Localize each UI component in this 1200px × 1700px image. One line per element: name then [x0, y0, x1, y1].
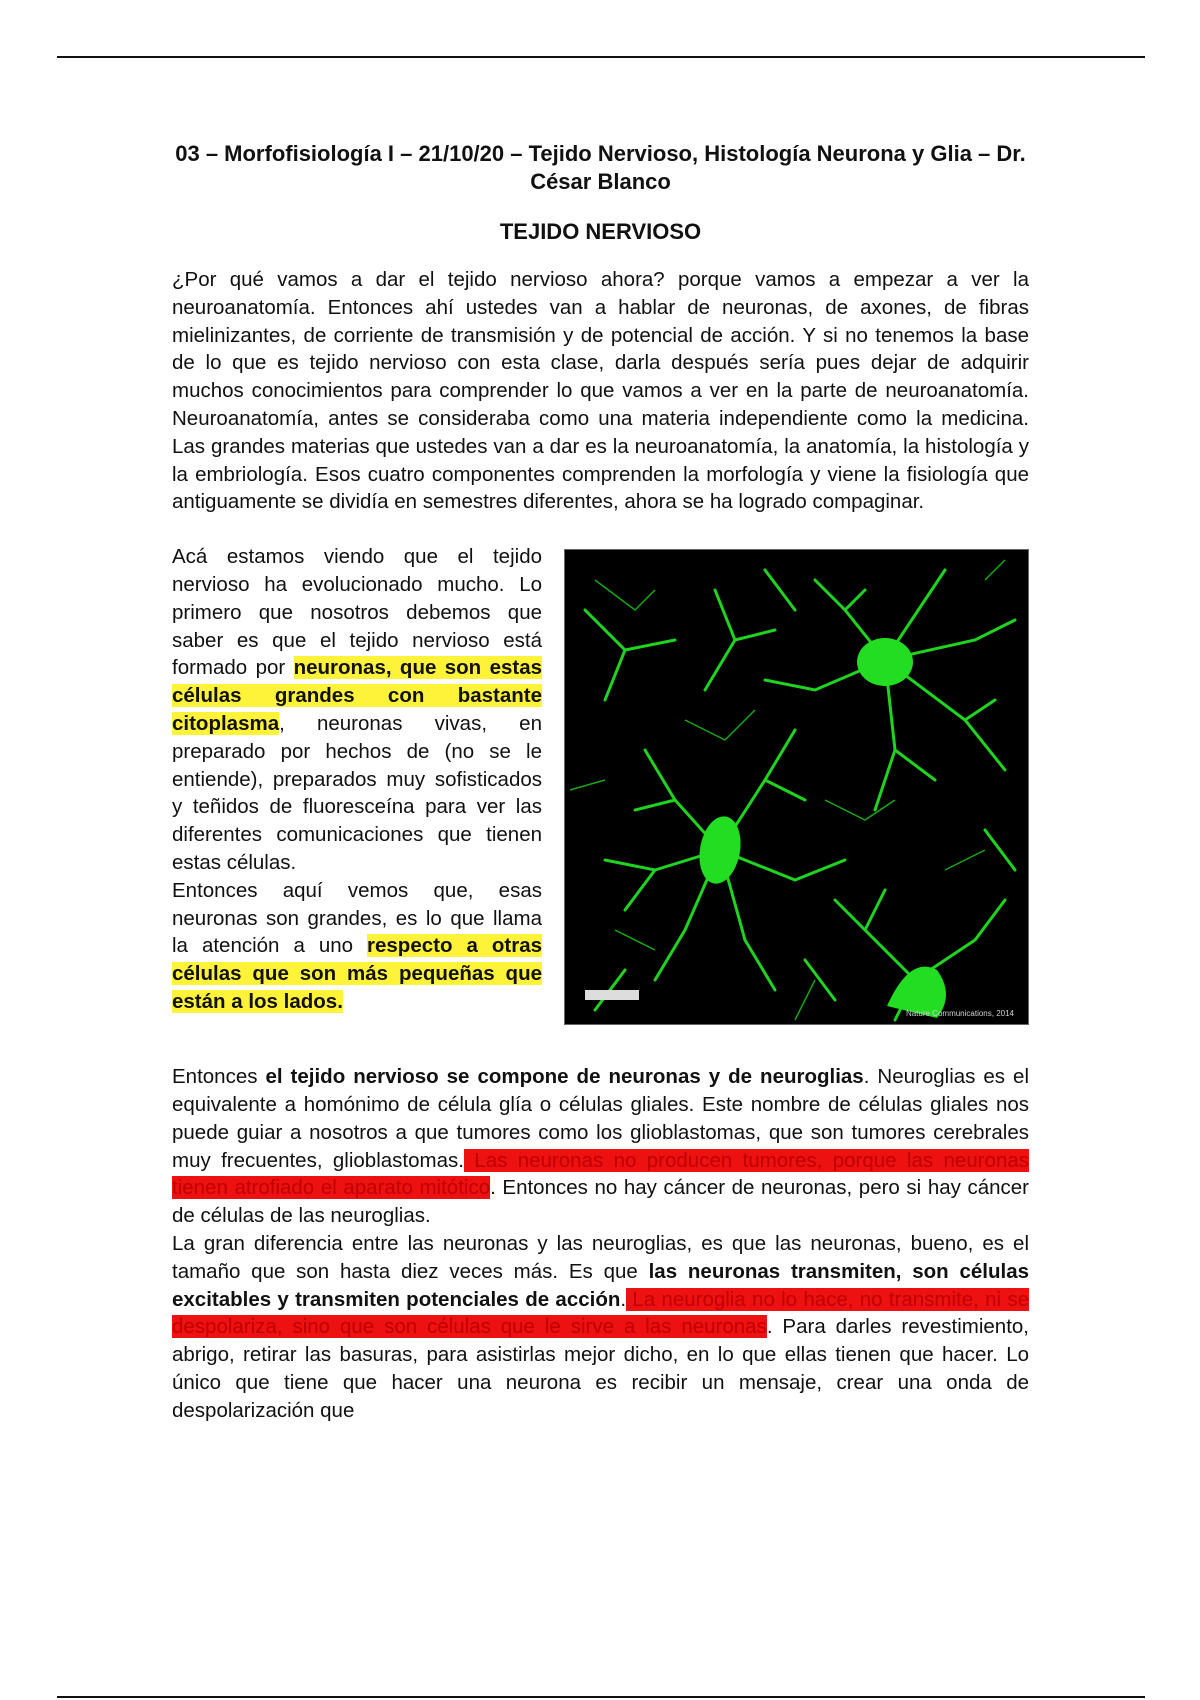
composition-text-a1: Entonces — [172, 1065, 266, 1089]
neurons-text-a: Acá estamos viendo que el tejido nervioso ha evolucionado mucho. Lo primero que nosotros debemos que saber es que el tejido nervioso está formado por — [172, 545, 542, 680]
highlight-neurons: neuronas, que son estas células grandes con bastante citoplasma — [172, 656, 543, 735]
highlight-neuroglia: La neuroglia no lo hace, no transmite, ni se despolariza, sino que son células que le sirve a las neuronas — [172, 1287, 1029, 1339]
difference-text-b3: . Para darles revestimiento, abrigo, retirar las basuras, para asistirlas mejor dicho, en lo que ellas tienen que hacer. Lo único que tiene que hacer una neurona es recibir un mensaje, crear una onda de despolarización que — [172, 1315, 1029, 1422]
left-column-text — [172, 543, 542, 1016]
document-page — [172, 140, 1029, 1425]
size-text-a: Entonces aquí vemos que, esas neuronas son grandes, es lo que llama la atención a uno — [172, 878, 542, 958]
difference-text-b2: . — [620, 1287, 627, 1311]
size-paragraph — [172, 877, 542, 1016]
fluorescence-micrograph — [564, 549, 1029, 1025]
composition-text-a3: . Entonces no hay cáncer de neuronas, pero si hay cáncer de células de las neuroglias. — [172, 1176, 1029, 1228]
composition-bold: el tejido nervioso se compone de neuronas y de neuroglias — [265, 1065, 864, 1089]
neurons-text-b: , neuronas vivas, en preparado por hechos de (no se le entiende), preparados muy sofisticados y teñidos de fluoresceína para ver las diferentes comunicaciones que tienen estas células. — [172, 711, 542, 874]
difference-text-b1: La gran diferencia entre las neuronas y las neuroglias, es que las neuronas, bueno, es el tamaño que son hasta diez veces más. Es que — [172, 1231, 1029, 1283]
top-rule — [57, 56, 1145, 58]
two-column-block — [172, 543, 1029, 1063]
image-credit: Nature Communications, 2014 — [905, 1009, 1014, 1019]
difference-bold: las neuronas transmiten, son células excitables y transmiten potenciales de acción — [172, 1259, 1029, 1311]
section-heading: TEJIDO NERVIOSO — [499, 219, 702, 244]
composition-paragraph — [172, 1063, 1029, 1230]
document-title: 03 – Morfofisiología I – 21/10/20 – Tejido Nervioso, Histología Neurona y Glia – Dr. César Blanco — [175, 141, 1026, 194]
difference-paragraph — [172, 1230, 1029, 1425]
bottom-rule — [57, 1696, 1145, 1698]
composition-text-a2: . Neuroglias es el equivalente a homónimo de célula glía o células gliales. Este nombre de células gliales nos puede guiar a nosotros a que tumores como los glioblastomas, que son tumores cerebrales muy frecuentes, glioblastomas. — [172, 1065, 1029, 1172]
highlight-no-tumors: Las neuronas no producen tumores, porque las neuronas tienen atrofiado el aparato mitótico — [172, 1148, 1030, 1200]
intro-paragraph: ¿Por qué vamos a dar el tejido nervioso ahora? porque vamos a empezar a ver la neuroanatomía. Entonces ahí ustedes van a hablar de neuronas, de axones, de fibras mielinizantes, de corriente de transmisión y de potencial de acción. Y si no tenemos la base de lo que es tejido nervioso con esta clase, darla después sería pues dejar de adquirir muchos conocimientos para comprender lo que vamos a ver en la parte de neuroanatomía. Neuroanatomía, antes se consideraba como una materia independiente como la medicina. Las grandes materias que ustedes van a dar es la neuroanatomía, la anatomía, la histología y la embriología. Esos cuatro componentes comprenden la morfología y viene la fisiología que antiguamente se dividía en semestres diferentes, ahora se ha logrado compaginar. — [172, 268, 1029, 514]
neuron-image — [565, 550, 1028, 1024]
highlight-small-cells: respecto a otras células que son más pequeñas que están a los lados. — [172, 934, 542, 1013]
neurons-paragraph — [172, 543, 542, 877]
paragraph-gap — [172, 516, 1029, 543]
